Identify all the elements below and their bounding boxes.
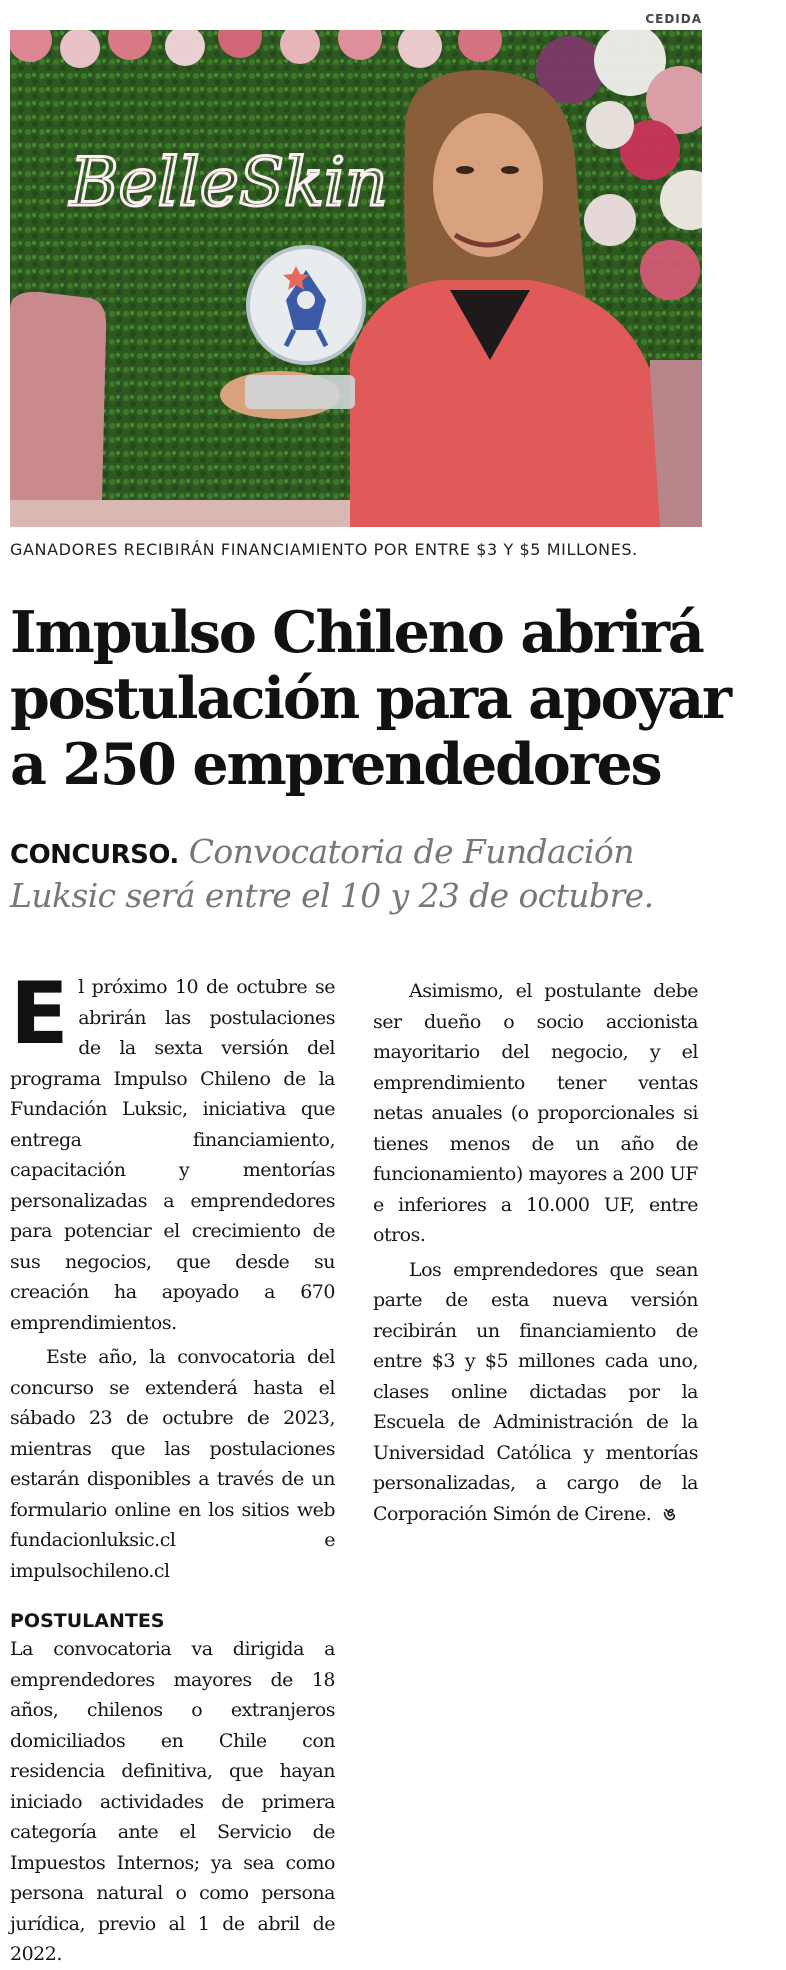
headline-line-3: a 250 emprendedores [10, 731, 661, 798]
paragraph-5-text: Los emprendedores que sean parte de esta nueva versión recibirán un financiamiento de entre $3 y $5 millones cada uno, clases online dictadas por la Escuela de Administración de la Universidad Católica y mentorías personalizadas, a cargo de la Corporación Simón de Cirene. [373, 1258, 698, 1525]
kicker-label: CONCURSO. [10, 840, 179, 870]
photo-illustration [10, 30, 702, 527]
paragraph-4: Asimismo, el postulante debe ser dueño o socio accionista mayoritario del negocio, y el emprendimiento tener ventas netas anuales (o proporcionales si tienes menos de un año de funcionamiento) mayores a 200 UF e inferiores a 10.000 UF, entre otros. [373, 980, 698, 1246]
neon-sign: BelleSkin [70, 144, 388, 221]
kicker [10, 830, 710, 918]
headline [10, 599, 730, 798]
photo-credit: CEDIDA [645, 12, 702, 26]
kicker-text: Convocatoria de Fundación Luksic será entre el 10 y 23 de octubre. [10, 832, 654, 915]
paragraph-1 [10, 964, 335, 1338]
paragraph-5 [373, 1255, 698, 1530]
paragraph-2: Este año, la convocatoria del concurso se extenderá hasta el sábado 23 de octubre de 2023, mientras que las postulaciones estarán disponibles a través de un formulario online en los sitios web fundacionluksic.cl e impulsochileno.cl [10, 1346, 335, 1582]
dropcap: E [10, 964, 69, 1064]
paragraph-3: La convocatoria va dirigida a emprendedores mayores de 18 años, chilenos o extranjeros domiciliados en Chile con residencia definitiva, que hayan iniciado actividades de primera categoría ante el Servicio de Impuestos Internos; ya sea como persona natural o como persona jurídica, previo al 1 de abril de 2022. [10, 1638, 335, 1965]
article-column-left [10, 964, 335, 1970]
headline-line-2: postulación para apoyar [10, 665, 730, 732]
end-mark-icon: ঙ [663, 1504, 676, 1525]
photo-caption: GANADORES RECIBIRÁN FINANCIAMIENTO POR ENTRE $3 Y $5 MILLONES. [10, 540, 638, 559]
paragraph-1-text: l próximo 10 de octubre se abrirán las postulaciones de la sexta versión del programa Impulso Chileno de la Fundación Luksic, iniciativa que entrega financiamiento, capacitación y mentorías personalizadas a emprendedores para potenciar el crecimiento de sus negocios, que desde su creación ha apoyado a 670 emprendimientos. [10, 976, 335, 1334]
section-subhead: POSTULANTES [10, 1610, 165, 1632]
article-column-right [373, 972, 698, 1530]
article-photo [10, 30, 702, 527]
headline-line-1: Impulso Chileno abrirá [10, 599, 703, 666]
